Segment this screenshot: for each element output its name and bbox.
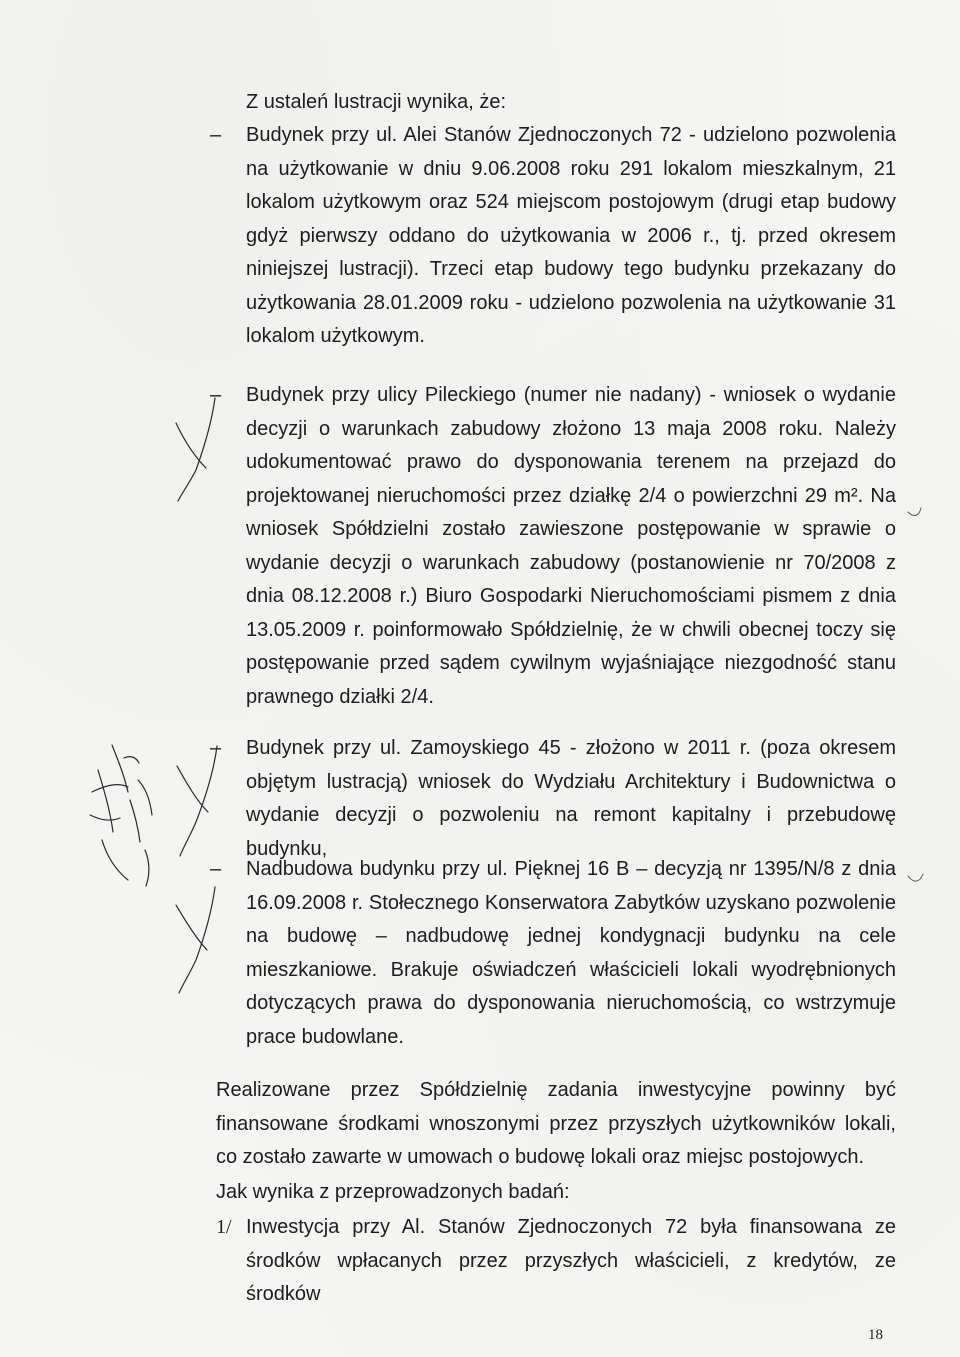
financing-paragraph: Realizowane przez Spółdzielnię zadania inwestycyjne powinny być finansowane środkami wnoszonymi przez przyszłych użytkowników lokali, co zostało zawarte w umowach o budowę lokali oraz miejsc postojowych. — [216, 1079, 896, 1168]
bullet-dash: – — [210, 384, 222, 406]
margin-smudge — [908, 508, 923, 881]
research-intro: Jak wynika z przeprowadzonych badań: — [216, 1181, 570, 1203]
handwritten-signature — [90, 745, 152, 886]
bullet-dash: – — [210, 737, 222, 759]
finding-item-4: Nadbudowa budynku przy ul. Pięknej 16 B – decyzją nr 1395/N/8 z dnia 16.09.2008 r. Stołecznego Konserwatora Zabytków uzyskano pozwolenie na budowę – nadbudowę jednej kondygnacji budynku na cele mieszkaniowe. Brakuje oświadczeń właścicieli lokali wyodrębnionych dotyczących prawa do dysponowania nieruchomością, co wstrzymuje prace budowlane. — [246, 858, 896, 1048]
page-number: 18 — [868, 1327, 883, 1343]
intro-line: Z ustaleń lustracji wynika, że: — [246, 91, 507, 113]
numbered-item-label: 1/ — [216, 1216, 232, 1238]
handwritten-check-mark — [176, 887, 215, 993]
numbered-item-1: Inwestycja przy Al. Stanów Zjednoczonych 72 była finansowana ze środków wpłacanych przez przyszłych właścicieli, z kredytów, ze środków — [246, 1216, 896, 1305]
finding-item-2: Budynek przy ulicy Pileckiego (numer nie nadany) - wniosek o wydanie decyzji o warunkach zabudowy złożono 13 maja 2008 roku. Należy udokumentować prawo do dysponowania terenem na przejazd do projektowanej nieruchomości przez działkę 2/4 o powierzchni 29 m². Na wniosek Spółdzielni zostało zawieszone postępowanie w sprawie o wydanie decyzji o warunkach zabudowy (postanowienie nr 70/2008 z dnia 08.12.2008 r.) Biuro Gospodarki Nieruchomościami pismem z dnia 13.05.2009 r. poinformowało Spółdzielnię, że w chwili obecnej toczy się postępowanie przed sądem cywilnym wyjaśniające niezgodność stanu prawnego działki 2/4. — [246, 384, 896, 708]
finding-item-1: Budynek przy ul. Alei Stanów Zjednoczonych 72 - udzielono pozwolenia na użytkowanie w dniu 9.06.2008 roku 291 lokalom mieszkalnym, 21 lokalom użytkowym oraz 524 miejscom postojowym (drugi etap budowy gdyż pierwszy oddano do użytkowania w 2006 r., tj. przed okresem niniejszej lustracji). Trzeci etap budowy tego budynku przekazany do użytkowania 28.01.2009 roku - udzielono pozwolenia na użytkowanie 31 lokalom użytkowym. — [246, 124, 896, 347]
finding-item-3: Budynek przy ul. Zamoyskiego 45 - złożono w 2011 r. (poza okresem objętym lustracją) wniosek do Wydziału Architektury i Budownictwa o wydanie decyzji o pozwoleniu na remont kapitalny i przebudowę budynku, — [246, 737, 896, 860]
bullet-dash: – — [210, 124, 222, 146]
handwritten-check-mark — [176, 398, 215, 501]
bullet-dash: – — [210, 858, 222, 880]
